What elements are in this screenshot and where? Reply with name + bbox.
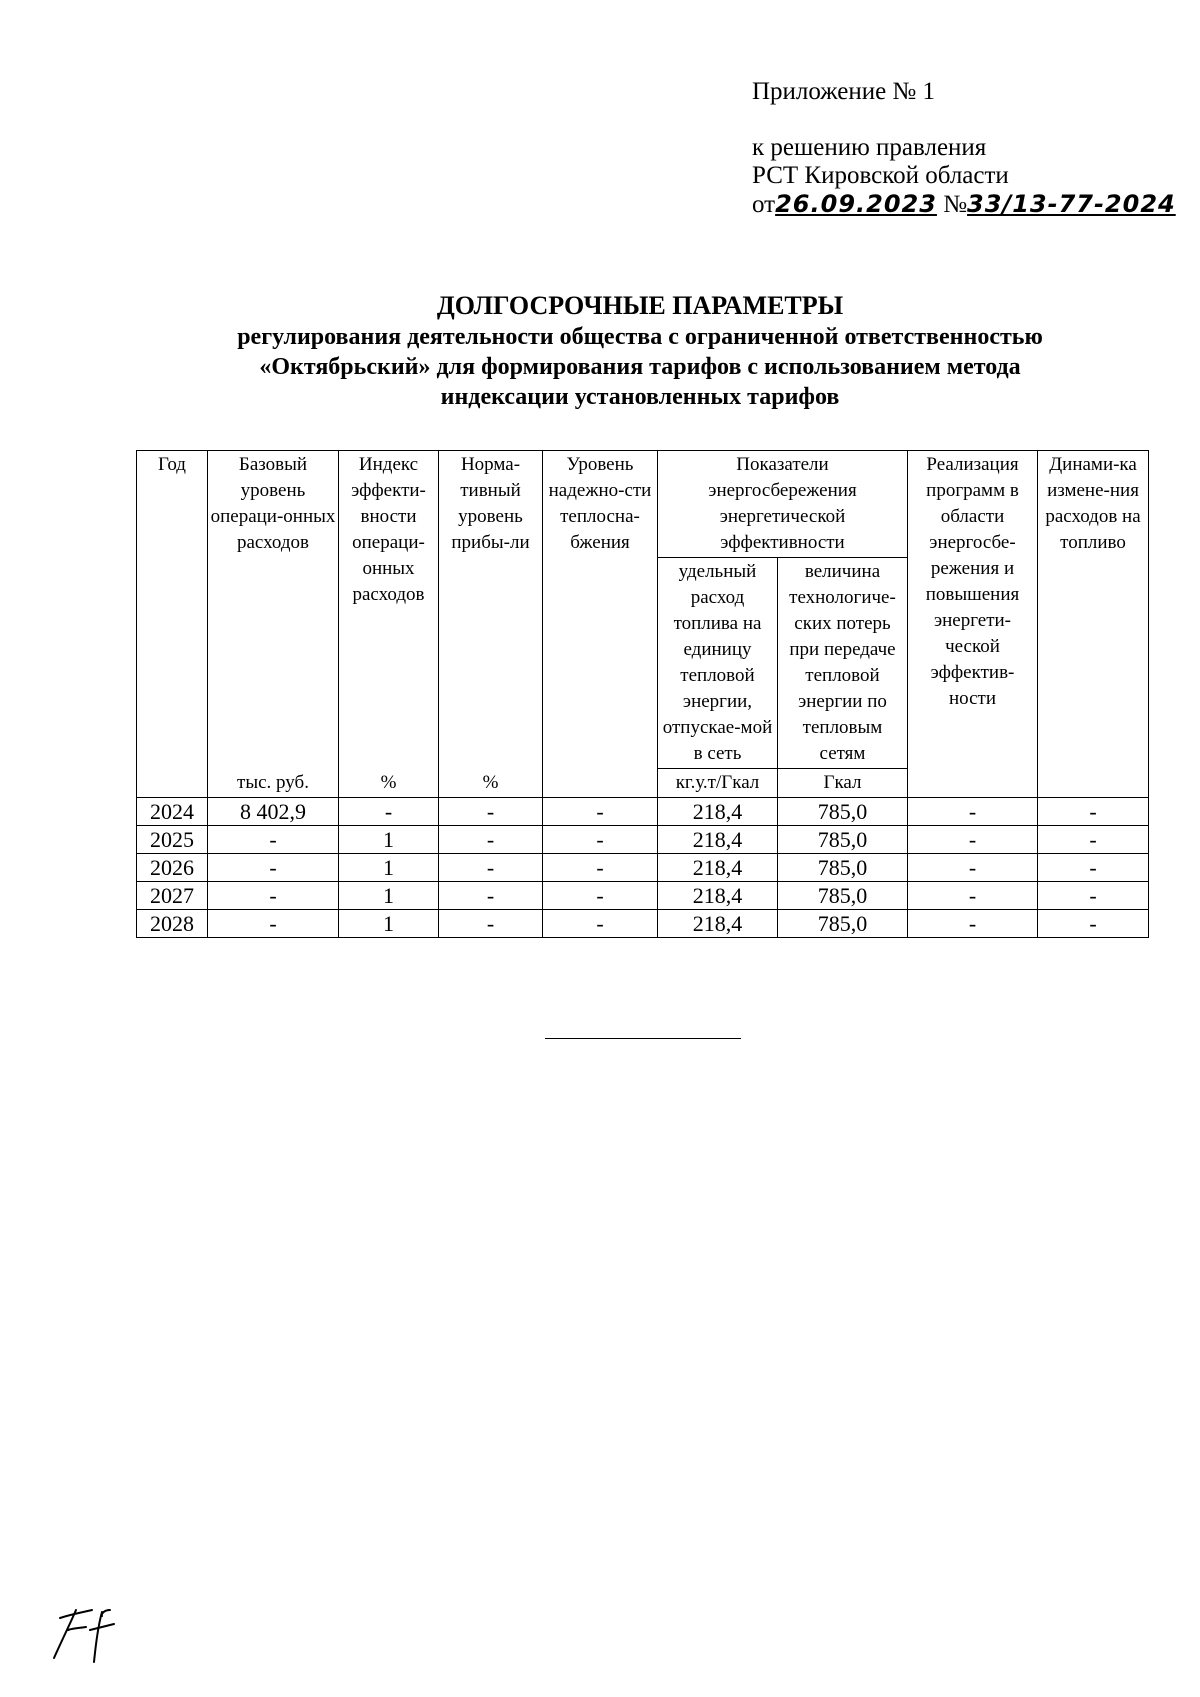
table-row [137, 854, 1149, 882]
header-fuel-dynamics: Динами-ка измене-ния расходов на топливо [1038, 451, 1149, 798]
unit-losses: Гкал [778, 769, 908, 798]
cell-programs: - [908, 826, 1038, 854]
table-row [137, 882, 1149, 910]
closing-rule [545, 1038, 741, 1039]
cell-fuel: 218,4 [658, 826, 778, 854]
cell-index: 1 [339, 826, 439, 854]
cell-losses: 785,0 [778, 798, 908, 826]
header-losses: величина технологиче-ских потерь при передаче тепловой энергии по тепловым сетям [778, 558, 908, 769]
heading-line-3: индексации установленных тарифов [440, 384, 840, 410]
cell-year: 2028 [137, 910, 208, 938]
cell-fuel: 218,4 [658, 854, 778, 882]
cell-fuel: 218,4 [658, 798, 778, 826]
cell-reliability: - [543, 910, 658, 938]
header-programs: Реализация программ в области энергосбе-режения и повышения энергети-ческой эффектив-ности [908, 451, 1038, 798]
parameters-table [136, 450, 1149, 938]
annex-number-label: № [943, 191, 968, 218]
header-fuel-rate: удельный расход топлива на единицу тепловой энергии, отпускае-мой в сеть [658, 558, 778, 769]
unit-fuel-rate: кг.у.т/Гкал [658, 769, 778, 798]
cell-programs: - [908, 910, 1038, 938]
cell-dynamics: - [1038, 854, 1149, 882]
header-energy-group: Показатели энергосбережения энергетической эффективности [658, 451, 908, 558]
cell-reliability: - [543, 798, 658, 826]
cell-base: - [208, 882, 339, 910]
cell-programs: - [908, 854, 1038, 882]
cell-programs: - [908, 798, 1038, 826]
cell-reliability: - [543, 826, 658, 854]
header-base-level: Базовый уровень операци-онных расходов [208, 451, 339, 769]
cell-losses: 785,0 [778, 854, 908, 882]
cell-base: - [208, 826, 339, 854]
cell-year: 2024 [137, 798, 208, 826]
cell-losses: 785,0 [778, 826, 908, 854]
cell-profit: - [439, 798, 543, 826]
cell-reliability: - [543, 882, 658, 910]
cell-index: 1 [339, 910, 439, 938]
annex-date: 26.09.2023 [775, 190, 937, 218]
cell-base: - [208, 910, 339, 938]
unit-base-level: тыс. руб. [208, 769, 339, 798]
header-efficiency-index: Индекс эффекти-вности операци-онных расходов [339, 451, 439, 769]
unit-profit-level: % [439, 769, 543, 798]
heading-line-2: «Октябрьский» для формирования тарифов с использованием метода [259, 354, 1021, 380]
annex-from-label: от [752, 191, 776, 218]
cell-fuel: 218,4 [658, 910, 778, 938]
table-header-row [137, 451, 1149, 558]
cell-dynamics: - [1038, 798, 1149, 826]
table-row [137, 910, 1149, 938]
annex-authority-line: РСТ Кировской области [752, 162, 1009, 189]
header-profit-level: Норма-тивный уровень прибы-ли [439, 451, 543, 769]
cell-fuel: 218,4 [658, 882, 778, 910]
handwritten-initials-icon [46, 1600, 126, 1675]
cell-losses: 785,0 [778, 910, 908, 938]
unit-efficiency-index: % [339, 769, 439, 798]
annex-decision-line: к решению правления [752, 134, 987, 161]
heading-main: ДОЛГОСРОЧНЫЕ ПАРАМЕТРЫ [436, 291, 844, 320]
cell-dynamics: - [1038, 882, 1149, 910]
cell-index: 1 [339, 882, 439, 910]
cell-reliability: - [543, 854, 658, 882]
cell-base: 8 402,9 [208, 798, 339, 826]
cell-index: - [339, 798, 439, 826]
annex-block [752, 78, 1176, 219]
cell-base: - [208, 854, 339, 882]
cell-index: 1 [339, 854, 439, 882]
cell-year: 2025 [137, 826, 208, 854]
cell-year: 2026 [137, 854, 208, 882]
table-row [137, 826, 1149, 854]
cell-dynamics: - [1038, 910, 1149, 938]
annex-number: 33/13-77-2024 [967, 190, 1176, 218]
cell-losses: 785,0 [778, 882, 908, 910]
cell-profit: - [439, 826, 543, 854]
annex-date-number-line [752, 190, 1176, 219]
cell-profit: - [439, 854, 543, 882]
table-row [137, 798, 1149, 826]
header-reliability: Уровень надежно-сти теплосна-бжения [543, 451, 658, 798]
cell-dynamics: - [1038, 826, 1149, 854]
annex-title: Приложение № 1 [752, 78, 936, 105]
header-year: Год [137, 451, 208, 798]
cell-programs: - [908, 882, 1038, 910]
heading-line-1: регулирования деятельности общества с ограниченной ответственностью [237, 324, 1043, 350]
cell-year: 2027 [137, 882, 208, 910]
cell-profit: - [439, 910, 543, 938]
document-heading [100, 290, 1180, 412]
cell-profit: - [439, 882, 543, 910]
